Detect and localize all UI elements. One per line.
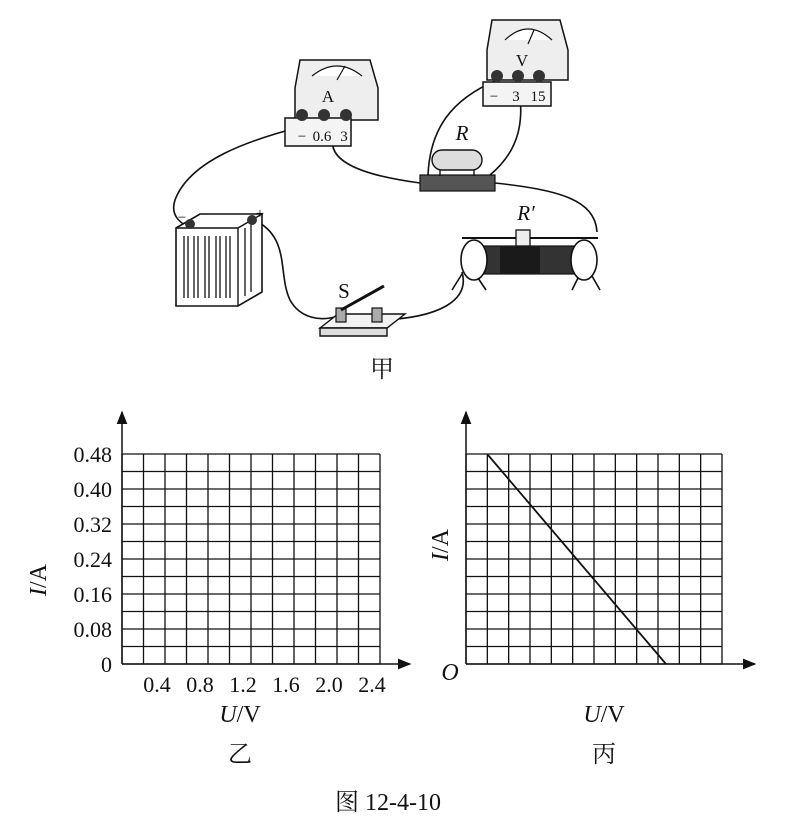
graph-yi-x-tick-label: 1.6 [272, 672, 300, 697]
switch [320, 279, 405, 336]
graph-yi-y-tick-label: 0.40 [73, 477, 112, 502]
ammeter-terminal-3: 3 [340, 129, 348, 145]
graph-yi-x-label: U/V [219, 702, 261, 728]
graph-yi-x-tick-label: 2.0 [315, 672, 343, 697]
ammeter-terminal-0.6: 0.6 [312, 129, 332, 145]
graph-yi-y-label: I/A [26, 564, 52, 596]
graph-yi-y-tick-label: 0.48 [73, 442, 112, 467]
wire-resistor-to-rheostat [495, 183, 597, 232]
wire-switch-to-rheostat [380, 272, 463, 320]
graph-yi [26, 412, 410, 768]
graph-yi-x-tick-label: 0.4 [143, 672, 171, 697]
graph-bing-origin: O [441, 660, 459, 686]
voltmeter-symbol: V [515, 51, 529, 70]
graph-bing-x-label: U/V [583, 702, 625, 728]
voltmeter-terminal-minus: − [489, 89, 499, 105]
resistor [420, 121, 495, 191]
graph-yi-y-tick-label: 0.08 [73, 617, 112, 642]
rheostat [452, 201, 600, 290]
figure-caption: 图 12-4-10 [335, 790, 441, 816]
graph-yi-grid [122, 454, 380, 664]
ammeter-symbol: A [321, 87, 335, 106]
graph-bing [428, 412, 755, 768]
graph-yi-y-tick-label: 0.24 [73, 547, 112, 572]
wire-ammeter-to-battery [174, 127, 300, 226]
voltmeter-terminal-3: 3 [512, 89, 520, 105]
graph-yi-y-tick-label: 0.32 [73, 512, 112, 537]
caption-jia: 甲 [370, 357, 394, 383]
switch-label: S [338, 279, 350, 303]
graph-bing-y-label: I/A [428, 529, 454, 561]
ammeter [285, 60, 378, 146]
voltmeter [483, 20, 568, 106]
graph-yi-y-tick-label: 0 [101, 652, 112, 677]
graph-yi-y-tick-label: 0.16 [73, 582, 112, 607]
voltmeter-terminal-15: 15 [530, 89, 546, 105]
graph-yi-x-tick-label: 2.4 [358, 672, 386, 697]
graph-yi-x-tick-label: 1.2 [229, 672, 257, 697]
battery [176, 206, 264, 306]
rheostat-label: R′ [517, 201, 535, 225]
resistor-label: R [455, 121, 469, 145]
battery-plus-label: + [255, 206, 265, 222]
caption-yi: 乙 [228, 742, 252, 768]
graph-yi-x-tick-label: 0.8 [186, 672, 214, 697]
wire-battery-to-switch [258, 222, 338, 319]
ammeter-terminal-minus: − [297, 129, 307, 145]
graph-bing-grid [466, 454, 722, 664]
caption-bing: 丙 [592, 742, 616, 768]
battery-minus-label: − [177, 210, 187, 226]
